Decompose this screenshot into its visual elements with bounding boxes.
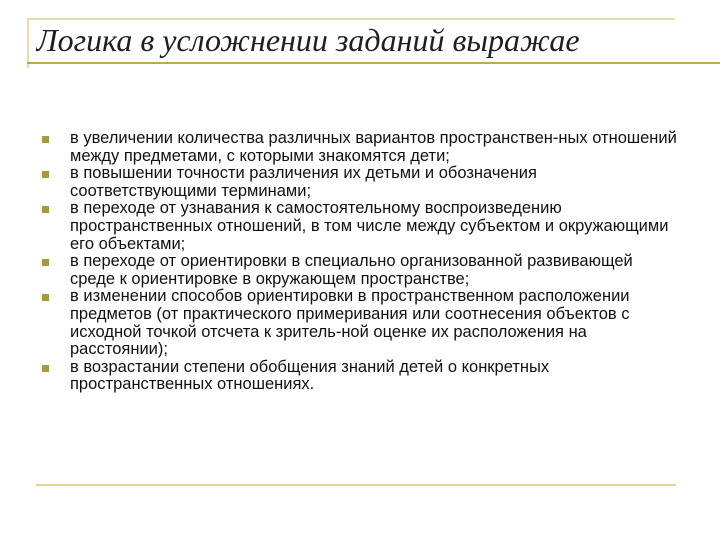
square-bullet-icon xyxy=(42,365,49,372)
list-item-text: в переходе от узнавания к самостоятельному воспроизведению пространственных отношений, в том числе между субъектом и окружающими его объектами; xyxy=(70,199,669,253)
list-item xyxy=(40,130,680,165)
square-bullet-icon xyxy=(42,259,49,266)
list-item-text: в изменении способов ориентировки в пространственном расположении предметов (от практического примеривания или соотнесения объектов с исходной точкой отсчета к зритель-ной оценке их расположения на расстоянии); xyxy=(70,287,630,359)
square-bullet-icon xyxy=(42,136,49,143)
square-bullet-icon xyxy=(42,206,49,213)
list-item-text: в повышении точности различения их детьми и обозначения соответствующими терминами; xyxy=(70,164,537,200)
list-item-text: в увеличении количества различных вариантов пространствен-ных отношений между предметами, с которыми знакомятся дети; xyxy=(70,129,677,165)
list-item xyxy=(40,200,680,253)
list-item xyxy=(40,165,680,200)
square-bullet-icon xyxy=(42,171,49,178)
square-bullet-icon xyxy=(42,294,49,301)
list-item xyxy=(40,288,680,358)
title-underline xyxy=(27,62,720,64)
list-item-text: в переходе от ориентировки в специально организованной развивающей среде к ориентировке в окружающем пространстве; xyxy=(70,252,633,288)
list-item xyxy=(40,359,680,394)
bullet-list xyxy=(40,130,680,394)
slide-title: Логика в усложнении заданий выражае xyxy=(36,22,580,58)
list-item-text: в возрастании степени обобщения знаний детей о конкретных пространственных отношениях. xyxy=(70,357,550,394)
decorative-frame-left xyxy=(27,18,29,68)
bottom-rule xyxy=(36,484,676,486)
list-item xyxy=(40,253,680,288)
